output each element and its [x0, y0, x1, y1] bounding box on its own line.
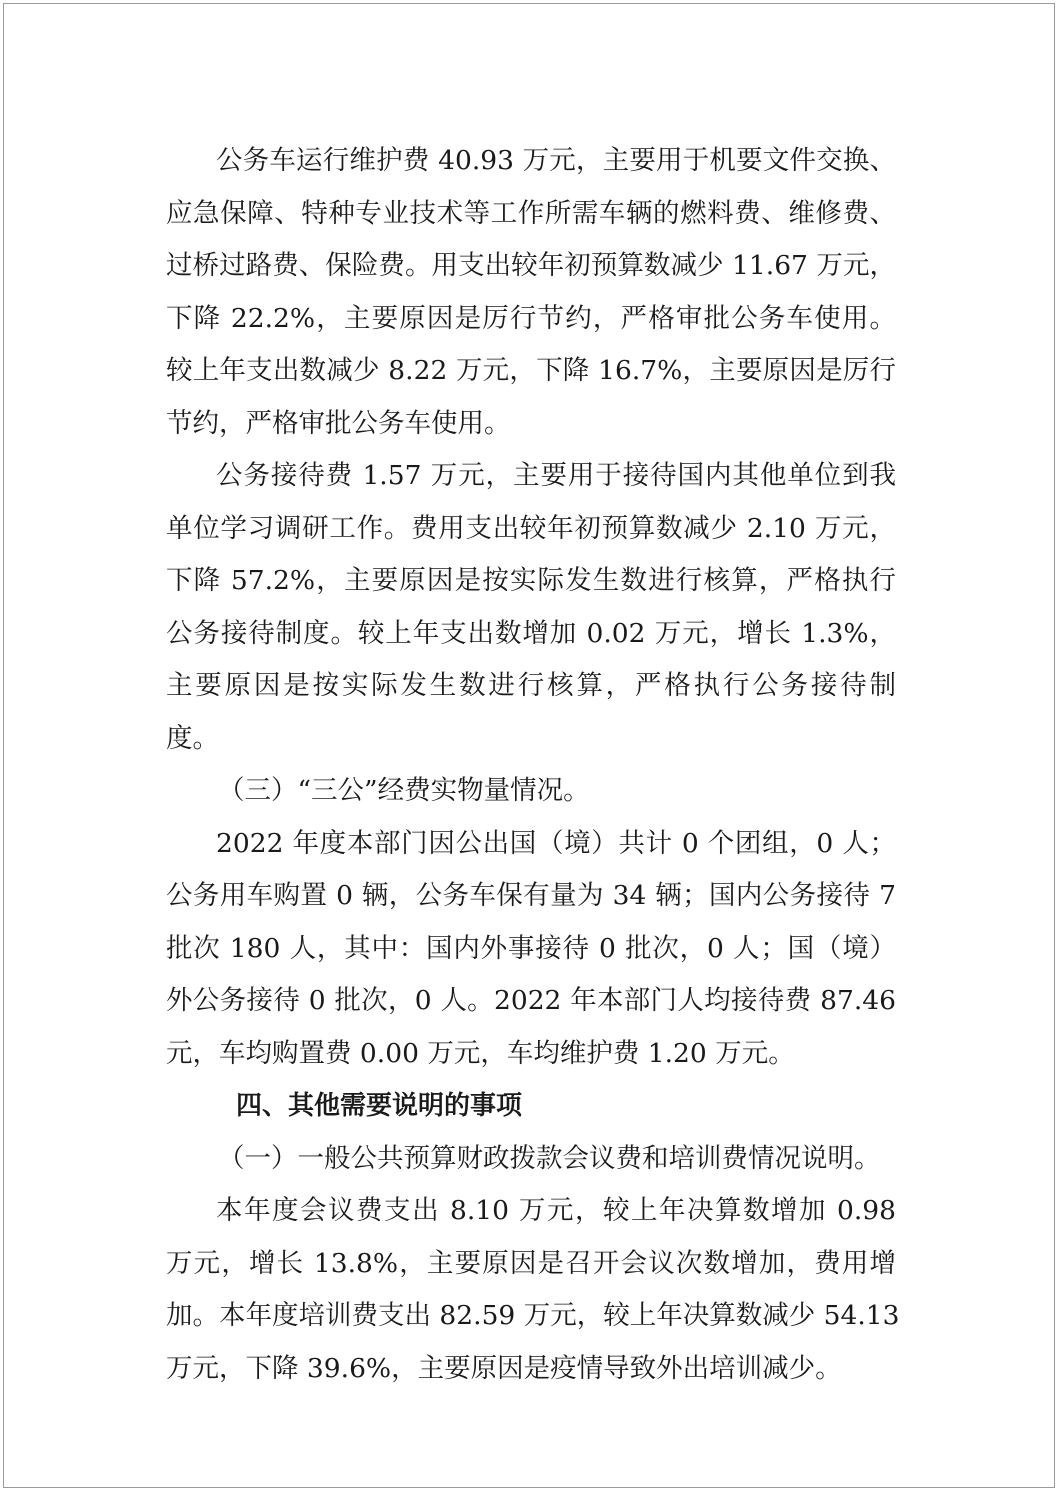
text-line: 下降 22.2%，主要原因是厉行节约，严格审批公务车使用。	[166, 302, 896, 334]
text-line: 2022 年度本部门因公出国（境）共计 0 个团组，0 人；	[216, 827, 896, 859]
text-line: 万元，增长 13.8%，主要原因是召开会议次数增加，费用增	[166, 1247, 896, 1279]
text-line: 本年度会议费支出 8.10 万元，较上年决算数增加 0.98	[216, 1195, 896, 1226]
text-line: 过桥过路费、保险费。用支出较年初预算数减少 11.67 万元，	[166, 250, 896, 281]
section-heading-3: （三）“三公”经费实物量情况。	[218, 775, 590, 806]
text-line: 节约，严格审批公务车使用。	[166, 407, 511, 439]
text-line: 应急保障、特种专业技术等工作所需车辆的燃料费、维修费、	[166, 197, 896, 229]
text-line: 外公务接待 0 批次，0 人。2022 年本部门人均接待费 87.46	[166, 985, 896, 1016]
text-line: 单位学习调研工作。费用支出较年初预算数减少 2.10 万元，	[166, 512, 896, 544]
text-line: 公务接待费 1.57 万元，主要用于接待国内其他单位到我	[216, 460, 896, 491]
paragraph-physical-quantity	[166, 818, 896, 1081]
document-body	[166, 135, 900, 1395]
section-heading-4: 四、其他需要说明的事项	[236, 1091, 523, 1121]
paragraph-reception-fee	[166, 450, 896, 765]
text-line: 公务用车购置 0 辆，公务车保有量为 34 辆；国内公务接待 7	[166, 880, 896, 911]
text-line: 较上年支出数减少 8.22 万元，下降 16.7%，主要原因是厉行	[166, 355, 896, 386]
text-line: 加。本年度培训费支出 82.59 万元，较上年决算数减少 54.13	[166, 1300, 900, 1331]
paragraph-vehicle-maintenance	[166, 135, 896, 450]
text-line: 元，车均购置费 0.00 万元，车均维护费 1.20 万元。	[166, 1037, 795, 1069]
text-line: 公务车运行维护费 40.93 万元，主要用于机要文件交换、	[216, 145, 896, 176]
subsection-heading-4-1: （一）一般公共预算财政拨款会议费和培训费情况说明。	[218, 1142, 881, 1174]
text-line: 度。	[166, 722, 219, 754]
text-line: 公务接待制度。较上年支出数增加 0.02 万元，增长 1.3%，	[166, 617, 896, 649]
paragraph-meeting-training-fee	[166, 1185, 900, 1395]
text-line: 主要原因是按实际发生数进行核算，严格执行公务接待制	[166, 670, 896, 701]
text-line: 万元，下降 39.6%，主要原因是疫情导致外出培训减少。	[166, 1352, 842, 1384]
text-line: 批次 180 人，其中：国内外事接待 0 批次，0 人；国（境）	[166, 932, 896, 964]
text-line: 下降 57.2%，主要原因是按实际发生数进行核算，严格执行	[166, 565, 896, 596]
